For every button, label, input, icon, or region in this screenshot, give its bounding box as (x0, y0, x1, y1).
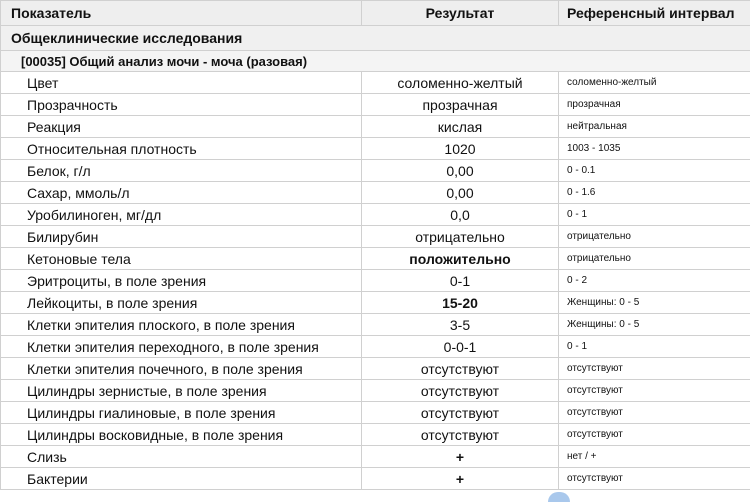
header-reference: Референсный интервал (559, 1, 750, 26)
panel-row (1, 51, 750, 72)
row-reference: отрицательно (559, 226, 750, 248)
row-name: Белок, г/л (1, 160, 362, 182)
row-reference: 0 - 1.6 (559, 182, 750, 204)
row-name: Лейкоциты, в поле зрения (1, 292, 362, 314)
row-reference: отсутствуют (559, 424, 750, 446)
row-result: отсутствуют (362, 380, 559, 402)
row-reference: Женщины: 0 - 5 (559, 292, 750, 314)
row-name: Цвет (1, 72, 362, 94)
section-row (1, 26, 750, 51)
row-result: 0-0-1 (362, 336, 559, 358)
row-name: Относительная плотность (1, 138, 362, 160)
row-name: Цилиндры зернистые, в поле зрения (1, 380, 362, 402)
header-indicator: Показатель (1, 1, 362, 26)
section-title: Общеклинические исследования (1, 26, 750, 51)
row-result: соломенно-желтый (362, 72, 559, 94)
row-result: прозрачная (362, 94, 559, 116)
row-result: 3-5 (362, 314, 559, 336)
row-name: Слизь (1, 446, 362, 468)
row-result-abnormal: 15-20 (362, 292, 559, 314)
row-reference: 0 - 0.1 (559, 160, 750, 182)
table-row (1, 424, 750, 446)
table-row (1, 292, 750, 314)
row-name: Прозрачность (1, 94, 362, 116)
table-row (1, 160, 750, 182)
row-result: кислая (362, 116, 559, 138)
panel-title: [00035] Общий анализ мочи - моча (разовая) (1, 51, 750, 72)
row-reference: нейтральная (559, 116, 750, 138)
table-row (1, 72, 750, 94)
table-row (1, 204, 750, 226)
row-reference: отсутствуют (559, 380, 750, 402)
table-row (1, 358, 750, 380)
row-reference: 0 - 1 (559, 204, 750, 226)
row-name: Цилиндры гиалиновые, в поле зрения (1, 402, 362, 424)
table-row (1, 446, 750, 468)
row-reference: отсутствуют (559, 468, 750, 490)
row-name: Кетоновые тела (1, 248, 362, 270)
table-row (1, 402, 750, 424)
row-reference: Женщины: 0 - 5 (559, 314, 750, 336)
row-reference: отсутствуют (559, 402, 750, 424)
row-result: 0,0 (362, 204, 559, 226)
row-name: Реакция (1, 116, 362, 138)
row-result: + (362, 468, 559, 490)
table-row (1, 182, 750, 204)
row-reference: отсутствуют (559, 358, 750, 380)
row-name: Бактерии (1, 468, 362, 490)
row-result: отрицательно (362, 226, 559, 248)
row-name: Эритроциты, в поле зрения (1, 270, 362, 292)
row-result: 0-1 (362, 270, 559, 292)
table-row (1, 468, 750, 490)
table-row (1, 248, 750, 270)
row-result: 1020 (362, 138, 559, 160)
row-name: Сахар, ммоль/л (1, 182, 362, 204)
row-name: Клетки эпителия плоского, в поле зрения (1, 314, 362, 336)
table-row (1, 138, 750, 160)
row-result: отсутствуют (362, 424, 559, 446)
row-reference: 0 - 2 (559, 270, 750, 292)
table-row (1, 226, 750, 248)
row-result: отсутствуют (362, 402, 559, 424)
row-result-abnormal: положительно (362, 248, 559, 270)
table-row (1, 380, 750, 402)
row-result: отсутствуют (362, 358, 559, 380)
row-name: Уробилиноген, мг/дл (1, 204, 362, 226)
row-reference: отрицательно (559, 248, 750, 270)
table-row (1, 336, 750, 358)
table-row (1, 116, 750, 138)
row-reference: прозрачная (559, 94, 750, 116)
row-reference: 0 - 1 (559, 336, 750, 358)
row-name: Клетки эпителия переходного, в поле зрения (1, 336, 362, 358)
row-result: 0,00 (362, 160, 559, 182)
row-name: Билирубин (1, 226, 362, 248)
table-row (1, 270, 750, 292)
row-result: + (362, 446, 559, 468)
row-reference: соломенно-желтый (559, 72, 750, 94)
scroll-indicator (548, 492, 570, 502)
row-reference: 1003 - 1035 (559, 138, 750, 160)
table-row (1, 94, 750, 116)
header-row (1, 1, 750, 26)
row-result: 0,00 (362, 182, 559, 204)
row-reference: нет / + (559, 446, 750, 468)
header-result: Результат (362, 1, 559, 26)
table-row (1, 314, 750, 336)
row-name: Цилиндры восковидные, в поле зрения (1, 424, 362, 446)
row-name: Клетки эпителия почечного, в поле зрения (1, 358, 362, 380)
